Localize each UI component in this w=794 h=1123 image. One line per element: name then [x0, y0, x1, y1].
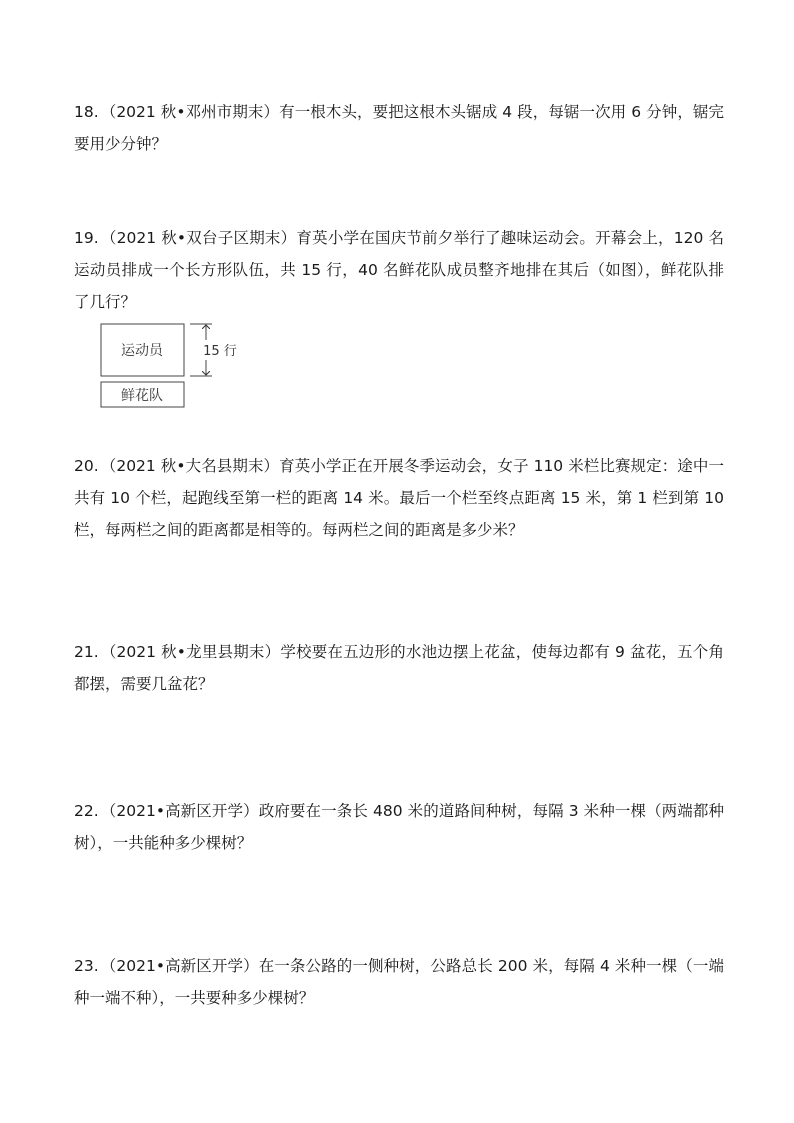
problem-18: [74, 96, 724, 160]
problem-number: 18.: [74, 103, 99, 121]
problem-text: （2021 秋•邓州市期末）有一根木头，要把这根木头锯成 4 段，每锯一次用 6 分钟，锯完要用少分钟？: [74, 103, 724, 153]
problem-number: 21.: [74, 643, 99, 661]
problem-19: [74, 222, 724, 318]
formation-diagram-svg: [100, 322, 240, 412]
problem-number: 19.: [74, 229, 99, 247]
problem-number: 20.: [74, 457, 99, 475]
problem-text: （2021 秋•双台子区期末）育英小学在国庆节前夕举行了趣味运动会。开幕会上，120 名运动员排成一个长方形队伍，共 15 行，40 名鲜花队成员整齐地排在其后（如图），鲜花队排了几行？: [74, 229, 724, 311]
problem-number: 23.: [74, 957, 99, 975]
problem-22: [74, 795, 724, 859]
athletes-label: 运动员: [121, 343, 163, 359]
rows-label: 15 行: [203, 344, 237, 359]
problem-20: [74, 450, 724, 546]
problem-text: （2021 秋•大名县期末）育英小学正在开展冬季运动会，女子 110 米栏比赛规定：途中一共有 10 个栏，起跑线至第一栏的距离 14 米。最后一个栏至终点距离 15 米，第 1 栏到第 10 栏，每两栏之间的距离都是相等的。每两栏之间的距离是多少米？: [74, 457, 724, 539]
problem-21: [74, 636, 724, 700]
formation-diagram: [100, 322, 240, 412]
problem-text: （2021 秋•龙里县期末）学校要在五边形的水池边摆上花盆，使每边都有 9 盆花，五个角都摆，需要几盆花？: [74, 643, 724, 693]
problem-23: [74, 950, 724, 1014]
flower-team-label: 鲜花队: [121, 388, 163, 404]
problem-number: 22.: [74, 802, 99, 820]
problem-text: （2021•高新区开学）政府要在一条长 480 米的道路间种树，每隔 3 米种一棵（两端都种树），一共能种多少棵树？: [74, 802, 724, 852]
problem-text: （2021•高新区开学）在一条公路的一侧种树，公路总长 200 米，每隔 4 米种一棵（一端种一端不种），一共要种多少棵树？: [74, 957, 724, 1007]
